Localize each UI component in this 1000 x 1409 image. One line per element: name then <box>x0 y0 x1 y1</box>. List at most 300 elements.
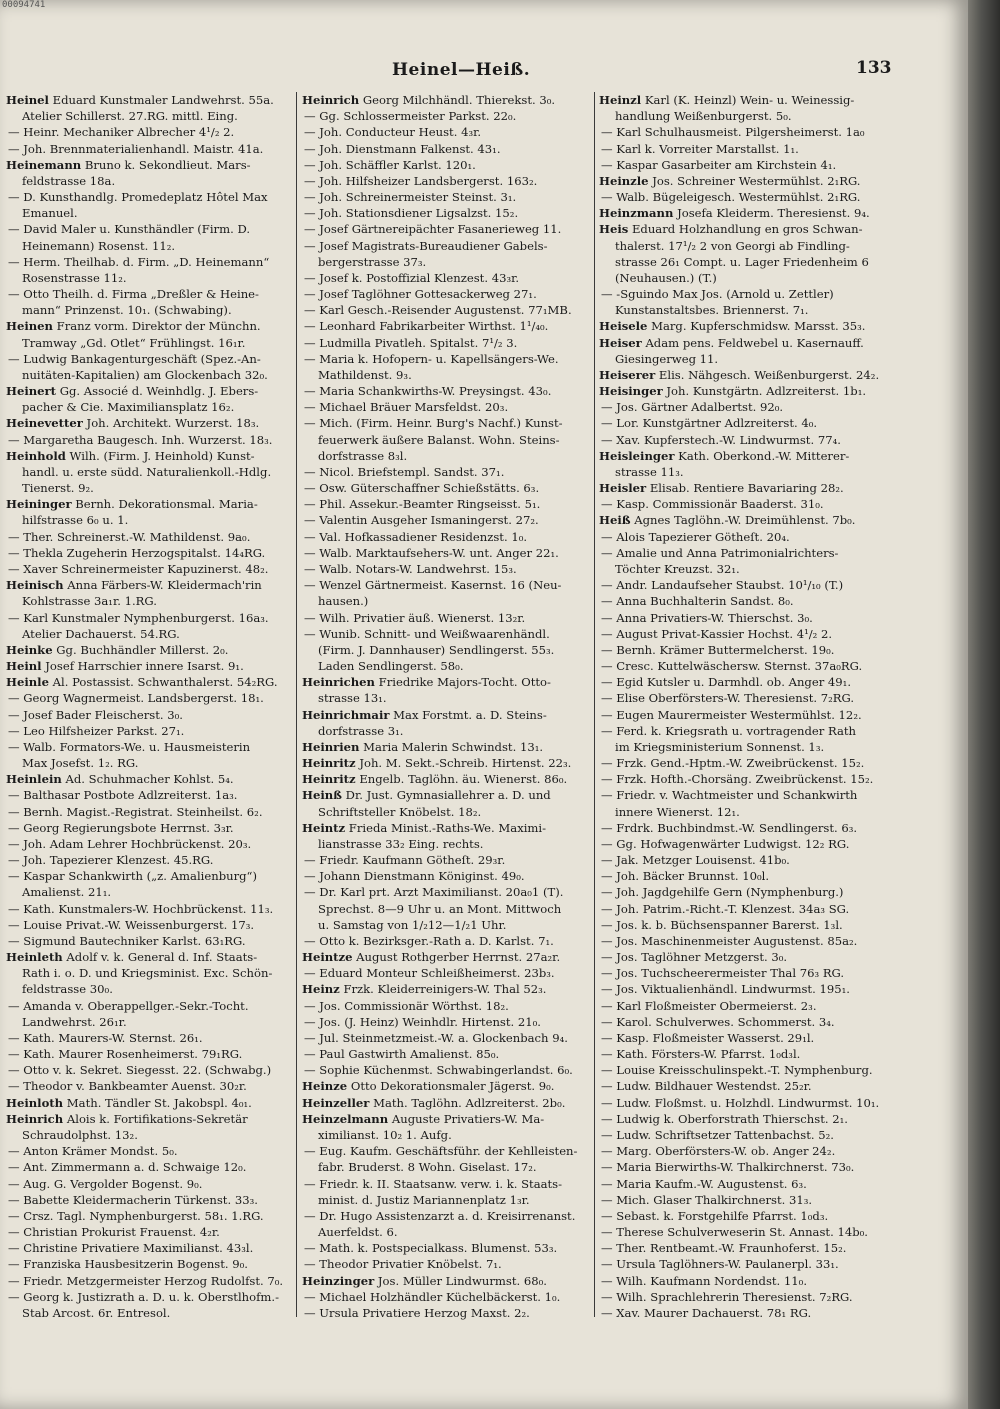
surname-headword: Heisleinger <box>599 448 675 463</box>
directory-subentry: — Herm. Theilhab. d. Firm. „D. Heinemann“ <box>8 254 270 269</box>
entry-text: Herm. Theilhab. d. Firm. „D. Heinemann“ <box>23 254 270 269</box>
entry-text: Phil. Assekur.-Beamter Ringseisst. 5₁. <box>319 497 541 512</box>
directory-subentry: — Andr. Landaufseher Staubst. 10¹/₁₀ (T.) <box>601 578 844 593</box>
entry-text: mann“ Prinzenst. 10₁. (Schwabing). <box>22 303 232 318</box>
directory-subentry: — Friedr. k. II. Staatsanw. verw. i. k. Staats- <box>304 1176 563 1191</box>
entry-text: Heinemann) Rosenst. 11₂. <box>22 238 176 253</box>
directory-subentry: — Joh. Stationsdiener Ligsalzst. 15₂. <box>304 206 519 221</box>
surname-headword: Heinel <box>6 93 49 107</box>
entry-text: Jak. Metzger Louisenst. 41b₀. <box>616 853 790 868</box>
entry-text: Adolf v. k. General d. Inf. Staats- <box>66 950 258 965</box>
directory-entry <box>302 707 587 723</box>
entry-text: Ursula Taglöhners-W. Paulanerpl. 33₁. <box>616 1257 839 1272</box>
directory-entry <box>599 480 887 496</box>
entry-text: Math. Taglöhn. Adlzreiterst. 2b₀. <box>373 1095 566 1110</box>
entry-text: Joh. Brennmaterialienhandl. Maistr. 41a. <box>23 141 264 156</box>
entry-text: Joh. Conducteur Heust. 4₃r. <box>319 125 482 140</box>
entry-text: Jos. Müller Lindwurmst. 68₀. <box>377 1273 547 1288</box>
entry-continuation <box>599 238 887 254</box>
directory-subentry: — -Sguindo Max Jos. (Arnold u. Zettler) <box>601 287 834 302</box>
directory-entry <box>599 221 887 237</box>
entry-continuation <box>6 1305 291 1321</box>
directory-subentry: — Gg. Hofwagenwärter Ludwigst. 12₂ RG. <box>601 836 850 851</box>
surname-headword: Heinzinger <box>302 1273 375 1288</box>
directory-entry <box>6 496 291 512</box>
entry-continuation <box>6 512 291 528</box>
surname-headword: Heinzl <box>599 93 642 107</box>
entry-text: Jos. Tuchscheerermeister Thal 76₃ RG. <box>616 966 845 981</box>
directory-entry <box>302 1273 587 1289</box>
entry-text: Karl Schulhausmeist. Pilgersheimerst. 1a₀ <box>616 125 865 140</box>
directory-subentry: — Frzk. Gend.-Hptm.-W. Zweibrückenst. 15₂. <box>601 756 865 771</box>
entry-text: Karl Kunstmaler Nymphenburgerst. 16a₃. <box>23 610 269 625</box>
directory-subentry: — Jak. Metzger Louisenst. 41b₀. <box>601 853 790 868</box>
entry-text: Frdrk. Buchbindmst.-W. Sendlingerst. 6₃. <box>616 820 858 835</box>
directory-subentry: — Jos. Commissionär Wörthst. 18₂. <box>304 998 509 1013</box>
directory-subentry: — Jul. Steinmetzmeist.-W. a. Glockenbach 9₄. <box>304 1030 568 1045</box>
entry-text: Valentin Ausgeher Ismaningerst. 27₂. <box>319 513 539 528</box>
entry-text: Bernh. Magist.-Registrat. Steinheilst. 6₂. <box>23 804 263 819</box>
directory-subentry: — Ther. Rentbeamt.-W. Fraunhoferst. 15₂. <box>601 1241 847 1256</box>
entry-continuation <box>302 1192 587 1208</box>
entry-text: Lor. Kunstgärtner Adlzreiterst. 4₀. <box>616 416 818 431</box>
directory-subentry: — Franziska Hausbesitzerin Bogenst. 9₀. <box>8 1257 248 1272</box>
entry-text: Ther. Schreinerst.-W. Mathildenst. 9a₀. <box>23 529 251 544</box>
entry-text: Joh. Schreinermeister Steinst. 3₁. <box>319 190 517 205</box>
book-gutter-edge <box>968 0 1000 1409</box>
directory-subentry: — Sophie Küchenmst. Schwabingerlandst. 6₀. <box>304 1063 573 1078</box>
directory-subentry: — Karol. Schulverwes. Schommerst. 3₄. <box>601 1014 835 1029</box>
entry-text: Jos. (J. Heinz) Weinhdlr. Hirtenst. 21₀. <box>319 1014 541 1029</box>
entry-text: Schraudolphst. 13₂. <box>22 1128 138 1142</box>
column-divider <box>296 92 297 1317</box>
entry-text: Dr. Just. Gymnasiallehrer a. D. und <box>345 788 551 803</box>
directory-subentry: — Elise Oberförsters-W. Theresienst. 7₂RG. <box>601 691 855 706</box>
entry-text: Ther. Rentbeamt.-W. Fraunhoferst. 15₂. <box>616 1241 847 1256</box>
entry-text: Osw. Güterschaffner Schießstätts. 6₃. <box>319 481 540 496</box>
entry-text: Frieda Minist.-Raths-We. Maximi- <box>348 820 547 835</box>
entry-text: Ursula Privatiere Herzog Maxst. 2₂. <box>319 1305 530 1320</box>
entry-text: Georg Regierungsbote Herrnst. 3₃r. <box>23 820 234 835</box>
directory-subentry: — Walb. Bügeleigesch. Westermühlst. 2₁RG. <box>601 190 861 205</box>
entry-continuation <box>6 755 291 771</box>
entry-text: feldstrasse 18a. <box>22 173 116 188</box>
directory-subentry: — Frdrk. Buchbindmst.-W. Sendlingerst. 6₃. <box>601 820 858 835</box>
surname-headword: Heiser <box>599 335 642 350</box>
directory-entry <box>302 1078 587 1094</box>
entry-continuation <box>599 561 887 577</box>
entry-continuation <box>599 302 887 318</box>
directory-subentry: — Joh. Patrim.-Richt.-T. Klenzest. 34a₃ SG. <box>601 901 850 916</box>
entry-text: Ludw. Floßmst. u. Holzhdl. Lindwurmst. 10₁. <box>616 1095 880 1110</box>
entry-text: Anton Krämer Mondst. 5₀. <box>23 1144 178 1159</box>
directory-entry <box>302 949 587 965</box>
column-divider <box>594 92 595 1317</box>
entry-text: Otto k. Bezirksger.-Rath a. D. Karlst. 7₁. <box>319 933 554 948</box>
entry-continuation <box>6 981 291 997</box>
entry-text: Dr. Hugo Assistenzarzt a. d. Kreisirrenanst. <box>319 1208 576 1223</box>
directory-subentry: — Joh. Conducteur Heust. 4₃r. <box>304 125 482 140</box>
entry-text: Joh. Kunstgärtn. Adlzreiterst. 1b₁. <box>666 384 867 399</box>
directory-subentry: — Xav. Kupferstech.-W. Lindwurmst. 77₄. <box>601 432 841 447</box>
directory-subentry: — Jos. Taglöhner Metzgerst. 3₀. <box>601 950 788 965</box>
scan-id: 00094741 <box>2 0 46 10</box>
directory-entry <box>599 512 887 528</box>
directory-entry <box>6 658 291 674</box>
directory-entry <box>6 383 291 399</box>
entry-text: Friedr. Kaufmann Götheſt. 29₃r. <box>319 853 506 868</box>
entry-text: Amanda v. Oberappellger.-Sekr.-Tocht. <box>23 998 249 1013</box>
entry-text: Engelb. Taglöhn. äu. Wienerst. 86₀. <box>359 772 568 787</box>
directory-subentry: — Sebast. k. Forstgehilfe Pfarrst. 1₀d₃. <box>601 1208 829 1223</box>
entry-text: Elis. Nähgesch. Weißenburgerst. 24₂. <box>658 367 880 382</box>
directory-subentry: — Josef Bader Fleischerst. 3₀. <box>8 707 183 722</box>
directory-subentry: — Joh. Dienstmann Falkenst. 43₁. <box>304 141 501 156</box>
entry-text: Franziska Hausbesitzerin Bogenst. 9₀. <box>23 1257 248 1272</box>
surname-headword: Heinloth <box>6 1095 64 1110</box>
entry-text: Gg. Schlossermeister Parkst. 22₀. <box>319 109 517 124</box>
entry-text: Al. Postassist. Schwanthalerst. 54₂RG. <box>52 675 278 690</box>
surname-headword: Heinrich <box>302 93 360 107</box>
directory-subentry: — Walb. Formators-We. u. Hausmeisterin <box>8 739 251 754</box>
entry-text: D. Kunsthandlg. Promedeplatz Hôtel Max <box>23 190 268 205</box>
directory-entry <box>6 415 291 431</box>
entry-text: Josef Gärtnereipächter Fasanerieweg 11. <box>319 222 562 237</box>
entry-text: Mathildenst. 9₃. <box>318 367 412 382</box>
entry-text: Joh. Hilfsheizer Landsbergerst. 163₂. <box>319 173 538 188</box>
directory-subentry: — Wenzel Gärtnermeist. Kasernst. 16 (Neu- <box>304 578 562 593</box>
entry-continuation <box>6 1014 291 1030</box>
entry-text: Atelier Schillerst. 27.RG. mittl. Eing. <box>22 109 238 124</box>
entry-text: Karol. Schulverwes. Schommerst. 3₄. <box>616 1014 835 1029</box>
entry-text: Thekla Zugeherin Herzogspitalst. 14₄RG. <box>23 545 266 560</box>
entry-text: Sophie Küchenmst. Schwabingerlandst. 6₀. <box>319 1063 573 1078</box>
directory-subentry: — Ludmilla Pivatleh. Spitalst. 7¹/₂ 3. <box>304 335 518 350</box>
directory-subentry: — Val. Hofkassadiener Residenzst. 1₀. <box>304 529 528 544</box>
directory-entry <box>599 383 887 399</box>
directory-subentry: — Anna Privatiers-W. Thierschst. 3₀. <box>601 610 813 625</box>
entry-text: (Firm. J. Dannhauser) Sendlingerst. 55₃. <box>318 642 555 657</box>
entry-text: Paul Gastwirth Amalienst. 85₀. <box>319 1047 500 1062</box>
entry-text: Karl Floßmeister Obermeierst. 2₃. <box>616 998 817 1013</box>
directory-subentry: — Valentin Ausgeher Ismaningerst. 27₂. <box>304 513 539 528</box>
entry-text: Joh. Stationsdiener Ligsalzst. 15₂. <box>319 206 519 221</box>
directory-subentry: — Cresc. Kuttelwäschersw. Sternst. 37a₀RG. <box>601 659 863 674</box>
directory-subentry: — Jos. k. b. Büchsenspanner Barerst. 1₃l. <box>601 917 843 932</box>
entry-text: Josef Harrschier innere Isarst. 9₁. <box>45 659 244 674</box>
entry-text: Eugen Maurermeister Westermühlst. 12₂. <box>616 707 862 722</box>
entry-text: Val. Hofkassadiener Residenzst. 1₀. <box>319 529 528 544</box>
entry-text: Joh. Jagdgehilfe Gern (Nymphenburg.) <box>616 885 844 900</box>
surname-headword: Heinhold <box>6 448 66 463</box>
entry-text: Frzk. Hofth.-Chorsäng. Zweibrückenst. 15₂. <box>616 772 874 787</box>
entry-text: Josef k. Postoffizial Klenzest. 43₃r. <box>319 270 520 285</box>
surname-headword: Heinzelmann <box>302 1111 389 1126</box>
directory-subentry: — David Maler u. Kunsthändler (Firm. D. <box>8 222 251 237</box>
entry-text: Josef Bader Fleischerst. 3₀. <box>23 707 183 722</box>
directory-subentry: — Louise Kreisschulinspekt.-T. Nymphenburg. <box>601 1063 873 1078</box>
directory-entry <box>599 92 887 108</box>
directory-subentry: — Dr. Karl prt. Arzt Maximilianst. 20a₀1 (T). <box>304 885 564 900</box>
directory-subentry: — Joh. Adam Lehrer Hochbrückenst. 20₃. <box>8 836 252 851</box>
directory-subentry: — Osw. Güterschaffner Schießstätts. 6₃. <box>304 481 540 496</box>
directory-subentry: — Karl Kunstmaler Nymphenburgerst. 16a₃. <box>8 610 269 625</box>
directory-entry <box>302 1095 587 1111</box>
entry-text: Xaver Schreinermeister Kapuzinerst. 48₂. <box>23 561 269 576</box>
entry-continuation <box>302 593 587 609</box>
entry-text: Friedr. Metzgermeister Herzog Rudolfst. 7₀. <box>23 1273 284 1288</box>
entry-continuation <box>6 464 291 480</box>
surname-headword: Heinle <box>6 675 49 690</box>
directory-subentry: — Balthasar Postbote Adlzreiterst. 1a₃. <box>8 788 238 803</box>
directory-entry <box>302 1111 587 1127</box>
entry-text: Max Forstmt. a. D. Steins- <box>393 707 547 722</box>
entry-continuation <box>302 804 587 820</box>
entry-continuation <box>302 901 587 917</box>
directory-entry <box>302 674 587 690</box>
entry-text: Joh. M. Sekt.-Schreib. Hirtenst. 22₃. <box>359 756 572 771</box>
column-2 <box>302 92 587 1332</box>
directory-subentry: — Joh. Brennmaterialienhandl. Maistr. 41a. <box>8 141 264 156</box>
entry-text: handlung Weißenburgerst. 5₀. <box>615 109 792 124</box>
entry-text: bergerstrasse 37₃. <box>318 254 427 269</box>
directory-entry <box>599 448 887 464</box>
entry-text: u. Samstag von 1/₂12—1/₂1 Uhr. <box>318 917 507 932</box>
entry-continuation <box>302 254 587 270</box>
directory-subentry: — Egid Kutsler u. Darmhdl. ob. Anger 49₁. <box>601 675 852 690</box>
directory-subentry: — Gg. Schlossermeister Parkst. 22₀. <box>304 109 517 124</box>
entry-text: Georg Milchhändl. Thierekst. 3₀. <box>362 93 556 107</box>
entry-text: Friedr. k. II. Staatsanw. verw. i. k. Staats- <box>319 1176 563 1191</box>
entry-text: Anna Privatiers-W. Thierschst. 3₀. <box>616 610 813 625</box>
entry-text: Stab Arcost. 6r. Entresol. <box>22 1305 171 1320</box>
directory-entry <box>302 755 587 771</box>
directory-entry <box>6 577 291 593</box>
directory-subentry: — Louise Privat.-W. Weissenburgerst. 17₃. <box>8 917 255 932</box>
directory-subentry: — Lor. Kunstgärtner Adlzreiterst. 4₀. <box>601 416 818 431</box>
entry-text: Math. Tändler St. Jakobspl. 4₀₁. <box>66 1095 252 1110</box>
entry-text: (Neuhausen.) (T.) <box>615 270 717 285</box>
entry-text: lianstrasse 33₂ Eing. rechts. <box>318 836 484 851</box>
entry-text: Alois k. Fortifikations-Sekretär <box>66 1111 248 1126</box>
directory-subentry: — Friedr. v. Wachtmeister und Schankwirth <box>601 788 858 803</box>
directory-subentry: — Kath. Maurer Rosenheimerst. 79₁RG. <box>8 1047 243 1062</box>
directory-subentry: — Eug. Kaufm. Geschäftsführ. der Kehlleisten- <box>304 1144 578 1159</box>
directory-subentry: — Georg Regierungsbote Herrnst. 3₃r. <box>8 820 234 835</box>
surname-headword: Heintz <box>302 820 346 835</box>
entry-text: Balthasar Postbote Adlzreiterst. 1a₃. <box>23 788 238 803</box>
entry-continuation <box>6 399 291 415</box>
directory-subentry: — Otto Theilh. d. Firma „Dreßler & Heine- <box>8 287 259 302</box>
entry-text: Leo Hilfsheizer Parkst. 27₁. <box>23 723 185 738</box>
directory-subentry: — Ludw. Floßmst. u. Holzhdl. Lindwurmst. 10₁. <box>601 1095 880 1110</box>
column-1 <box>6 92 291 1332</box>
surname-headword: Heiß <box>599 513 631 528</box>
directory-subentry: — Josef Taglöhner Gottesackerweg 27₁. <box>304 287 537 302</box>
entry-text: Nicol. Briefstempl. Sandst. 37₁. <box>319 464 505 479</box>
entry-continuation <box>302 723 587 739</box>
entry-text: Maria Schankwirths-W. Preysingst. 43₀. <box>319 384 552 399</box>
entry-continuation <box>302 690 587 706</box>
entry-text: Theodor Privatier Knöbelst. 7₁. <box>319 1257 502 1272</box>
entry-text: Marg. Kupferschmidsw. Marsst. 35₃. <box>651 319 866 334</box>
entry-text: Frzk. Gend.-Hptm.-W. Zweibrückenst. 15₂. <box>616 756 865 771</box>
directory-subentry: — Ursula Privatiere Herzog Maxst. 2₂. <box>304 1305 530 1320</box>
entry-text: Alois Tapezierer Götheſt. 20₄. <box>616 529 790 544</box>
entry-continuation <box>302 658 587 674</box>
surname-headword: Heinrichen <box>302 675 375 690</box>
directory-subentry: — Amanda v. Oberappellger.-Sekr.-Tocht. <box>8 998 249 1013</box>
directory-entry <box>599 205 887 221</box>
entry-text: Jos. Schreiner Westermühlst. 2₁RG. <box>652 173 861 188</box>
directory-subentry: — Theodor v. Bankbeamter Auenst. 30₂r. <box>8 1079 247 1094</box>
surname-headword: Heintze <box>302 950 353 965</box>
entry-continuation <box>599 739 887 755</box>
entry-text: Jos. Gärtner Adalbertst. 92₀. <box>616 400 784 415</box>
directory-subentry: — Karl k. Vorreiter Marstallst. 1₁. <box>601 141 799 156</box>
entry-text: Amalie und Anna Patrimonialrichters- <box>616 545 839 560</box>
surname-headword: Heisler <box>599 481 647 496</box>
entry-text: Gg. Hofwagenwärter Ludwigst. 12₂ RG. <box>616 836 850 851</box>
entry-text: handl. u. erste südd. Naturalienkoll.-Hdlg. <box>22 464 272 479</box>
surname-headword: Heinze <box>302 1079 348 1094</box>
entry-text: Walb. Marktaufsehers-W. unt. Anger 22₁. <box>319 545 559 560</box>
directory-entry <box>6 157 291 173</box>
directory-subentry: — Otto v. k. Sekret. Siegesst. 22. (Schwabg.) <box>8 1063 272 1078</box>
directory-subentry: — Frzk. Hofth.-Chorsäng. Zweibrückenst. 15₂. <box>601 772 874 787</box>
entry-text: feldstrasse 30₀. <box>22 982 113 997</box>
entry-text: Xav. Kupferstech.-W. Lindwurmst. 77₄. <box>616 432 841 447</box>
directory-subentry: — Kaspar Gasarbeiter am Kirchstein 4₁. <box>601 157 837 172</box>
directory-subentry: — Ferd. k. Kriegsrath u. vortragender Rath <box>601 723 857 738</box>
surname-headword: Heis <box>599 222 629 237</box>
entry-text: hausen.) <box>318 594 369 609</box>
directory-subentry: — Christian Prokurist Frauenst. 4₂r. <box>8 1225 220 1240</box>
entry-text: Karl k. Vorreiter Marstallst. 1₁. <box>616 141 799 156</box>
entry-text: Cresc. Kuttelwäschersw. Sternst. 37a₀RG. <box>616 659 863 674</box>
entry-text: Joh. Patrim.-Richt.-T. Klenzest. 34a₃ SG. <box>616 901 850 916</box>
entry-text: Maria Kaufm.-W. Augustenst. 6₃. <box>616 1176 807 1191</box>
surname-headword: Heisinger <box>599 384 663 399</box>
entry-text: Kath. Oberkond.-W. Mitterer- <box>678 448 850 463</box>
directory-subentry: — Josef Gärtnereipächter Fasanerieweg 11. <box>304 222 562 237</box>
entry-text: Wilh. Kaufmann Nordendst. 11₀. <box>616 1273 808 1288</box>
directory-subentry: — Wunib. Schnitt- und Weißwaarenhändl. <box>304 626 550 641</box>
entry-text: Kasp. Floßmeister Wasserst. 29₁l. <box>616 1030 815 1045</box>
entry-text: Elise Oberförsters-W. Theresienst. 7₂RG. <box>616 691 855 706</box>
directory-subentry: — Joh. Schreinermeister Steinst. 3₁. <box>304 190 517 205</box>
entry-text: Kaspar Schankwirth („z. Amalienburg“) <box>23 869 257 884</box>
entry-text: Margaretha Baugesch. Inh. Wurzerst. 18₃. <box>23 432 273 447</box>
directory-subentry: — Leo Hilfsheizer Parkst. 27₁. <box>8 723 185 738</box>
surname-headword: Heinzle <box>599 173 649 188</box>
directory-entry <box>6 674 291 690</box>
entry-text: Töchter Kreuzst. 32₁. <box>615 561 740 576</box>
surname-headword: Heinrichmair <box>302 707 390 722</box>
entry-text: Kath. Försters-W. Pfarrst. 1₀d₃l. <box>616 1047 801 1062</box>
entry-text: Maria Bierwirths-W. Thalkirchnerst. 73₀. <box>616 1160 855 1175</box>
entry-text: Sprechst. 8—9 Uhr u. an Mont. Mittwoch <box>318 901 562 916</box>
entry-continuation <box>599 804 887 820</box>
directory-subentry: — Walb. Notars-W. Landwehrst. 15₃. <box>304 561 517 576</box>
directory-subentry: — Kasp. Commissionär Baaderst. 31₀. <box>601 497 824 512</box>
entry-continuation <box>6 205 291 221</box>
entry-text: Otto v. k. Sekret. Siegesst. 22. (Schwabg.) <box>23 1063 272 1078</box>
directory-entry <box>599 318 887 334</box>
entry-text: Joh. Tapezierer Klenzest. 45.RG. <box>23 853 214 868</box>
entry-continuation <box>302 1159 587 1175</box>
entry-text: Emanuel. <box>22 206 78 221</box>
entry-continuation <box>302 836 587 852</box>
entry-continuation <box>599 254 887 270</box>
entry-text: Atelier Dachauerst. 54.RG. <box>22 626 180 641</box>
entry-text: Xav. Maurer Dachauerst. 78₁ RG. <box>616 1305 812 1320</box>
entry-text: Bernh. Dekorationsmal. Maria- <box>75 497 258 512</box>
directory-subentry: — Nicol. Briefstempl. Sandst. 37₁. <box>304 464 505 479</box>
entry-text: Otto Theilh. d. Firma „Dreßler & Heine- <box>23 287 259 302</box>
directory-subentry: — Kath. Maurers-W. Sternst. 26₁. <box>8 1030 203 1045</box>
entry-continuation <box>6 173 291 189</box>
entry-text: Josef Taglöhner Gottesackerweg 27₁. <box>319 287 537 302</box>
entry-text: Math. k. Postspecialkass. Blumenst. 53₃. <box>319 1241 558 1256</box>
entry-text: Gg. Associé d. Weinhdlg. J. Ebers- <box>59 384 259 399</box>
directory-entry <box>6 1095 291 1111</box>
column-3 <box>599 92 887 1332</box>
directory-subentry: — Joh. Bäcker Brunnst. 10₀l. <box>601 869 770 884</box>
surname-headword: Heinke <box>6 642 53 657</box>
directory-subentry: — Ludwig Bankagenturgeschäft (Spez.-An- <box>8 351 261 366</box>
entry-text: Marg. Oberförsters-W. ob. Anger 24₂. <box>616 1144 836 1159</box>
directory-subentry: — Alois Tapezierer Götheſt. 20₄. <box>601 529 790 544</box>
entry-text: thalerst. 17¹/₂ 2 von Georgi ab Findling- <box>615 238 850 253</box>
directory-entry <box>6 771 291 787</box>
entry-text: August Privat-Kassier Hochst. 4¹/₂ 2. <box>616 626 833 641</box>
entry-text: minist. d. Justiz Mariannenplatz 1₃r. <box>318 1192 530 1207</box>
entry-continuation <box>599 464 887 480</box>
surname-headword: Heinemann <box>6 157 82 172</box>
entry-text: strasse 11₃. <box>615 464 684 479</box>
surname-headword: Heinen <box>6 319 53 334</box>
surname-headword: Heinzmann <box>599 206 674 221</box>
entry-text: Ad. Schuhmacher Kohlst. 5₄. <box>65 772 234 787</box>
entry-continuation <box>6 626 291 642</box>
directory-subentry: — Joh. Hilfsheizer Landsbergerst. 163₂. <box>304 173 538 188</box>
entry-text: Andr. Landaufseher Staubst. 10¹/₁₀ (T.) <box>616 578 844 593</box>
entry-text: Johann Dienstmann Königinst. 49₀. <box>319 869 525 884</box>
entry-text: Kath. Maurer Rosenheimerst. 79₁RG. <box>23 1047 243 1062</box>
entry-text: Sigmund Bautechniker Karlst. 63₁RG. <box>23 933 246 948</box>
entry-text: Jos. Commissionär Wörthst. 18₂. <box>319 998 509 1013</box>
entry-text: Michael Bräuer Marsfeldst. 20₃. <box>319 400 509 415</box>
entry-text: Maria k. Hofopern- u. Kapellsängers-We. <box>319 351 559 366</box>
directory-entry <box>6 448 291 464</box>
entry-text: Friedrike Majors-Tocht. Otto- <box>378 675 551 690</box>
entry-text: Wunib. Schnitt- und Weißwaarenhändl. <box>319 626 550 641</box>
entry-continuation <box>302 1224 587 1240</box>
directory-entry <box>6 318 291 334</box>
entry-text: nuitäten-Kapitalien) am Glockenbach 32₀. <box>22 367 268 382</box>
directory-subentry: — Michael Holzhändler Küchelbäckerst. 1₀. <box>304 1289 561 1304</box>
entry-text: Eduard Monteur Schleißheimerst. 23b₃. <box>319 966 555 981</box>
directory-entry <box>302 981 587 997</box>
entry-text: Laden Sendlingerst. 58₀. <box>318 659 464 674</box>
directory-subentry: — Otto k. Bezirksger.-Rath a. D. Karlst. 7₁. <box>304 933 554 948</box>
entry-continuation <box>6 238 291 254</box>
directory-subentry: — Joh. Schäffler Karlst. 120₁. <box>304 157 476 172</box>
directory-subentry: — Amalie und Anna Patrimonialrichters- <box>601 545 839 560</box>
entry-text: Ludw. Bildhauer Westendst. 25₂r. <box>616 1079 812 1094</box>
surname-headword: Heinisch <box>6 578 64 593</box>
